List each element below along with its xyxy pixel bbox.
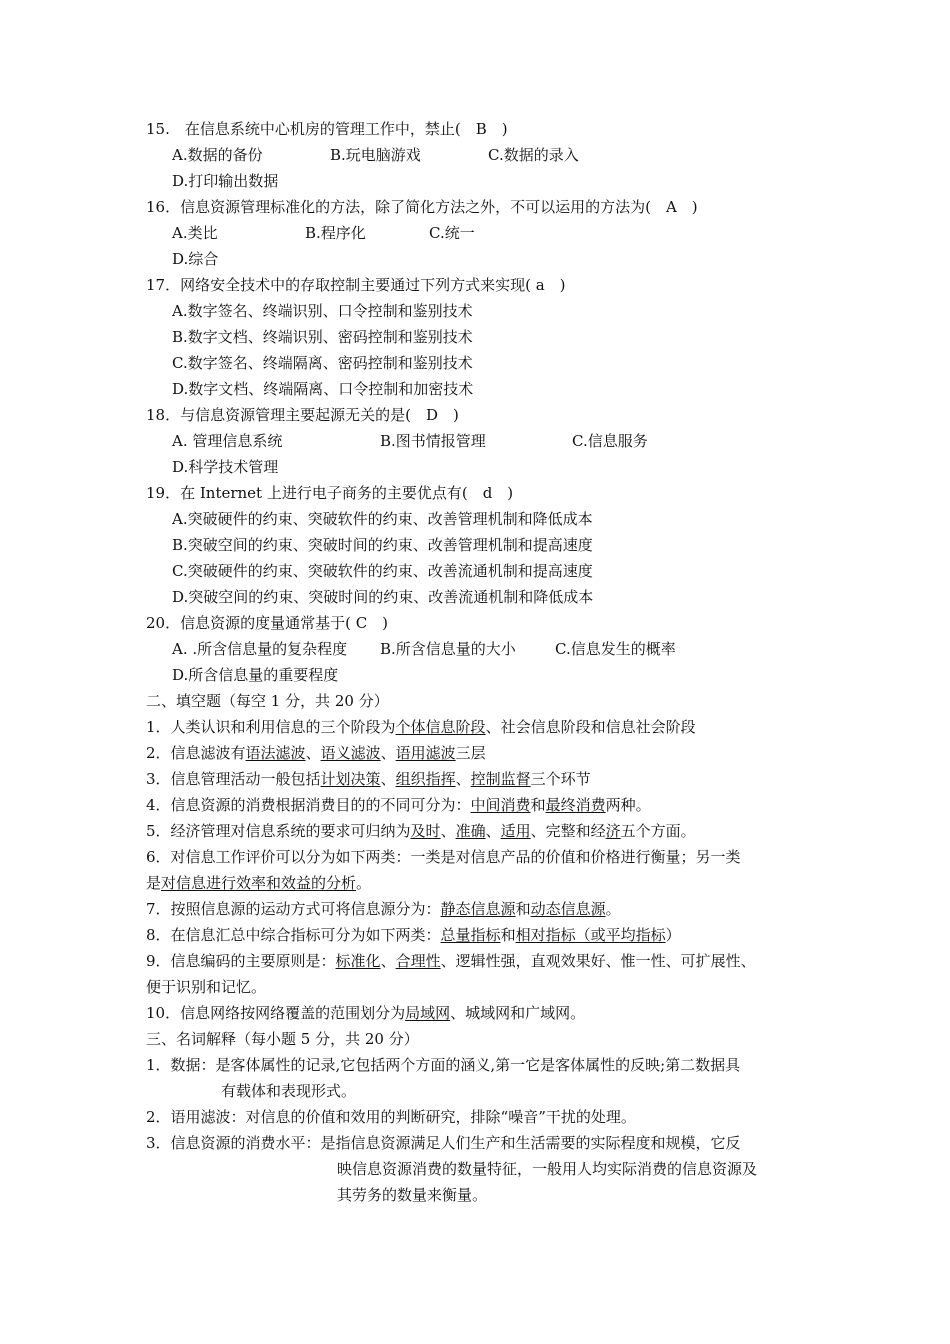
fill-answer: 相对指标（或平均指标 bbox=[515, 926, 666, 944]
question-19-option-a: A.突破硬件的约束、突破软件的约束、改善管理机制和降低成本 bbox=[172, 510, 593, 528]
fill-answer: 标准化 bbox=[335, 952, 381, 970]
question-17-stem: 17．网络安全技术中的存取控制主要通过下列方式来实现( a ) bbox=[146, 276, 566, 294]
question-16-option-b: B.程序化 bbox=[305, 224, 366, 242]
fill-answer: 对信息进行效率和效益的分析 bbox=[161, 874, 357, 892]
question-16-option-a: A.类比 bbox=[172, 224, 218, 242]
term-2-line-1: 2．语用滤波：对信息的价值和效用的判断研究，排除“噪音”干扰的处理。 bbox=[146, 1108, 636, 1126]
question-19-stem: 19．在 Internet 上进行电子商务的主要优点有( d ) bbox=[146, 484, 514, 502]
question-16-stem: 16．信息资源管理标准化的方法，除了简化方法之外，不可以运用的方法为( A ) bbox=[146, 198, 698, 216]
term-1-line-2: 有载体和表现形式。 bbox=[221, 1082, 357, 1100]
fill-item-4: 4．信息资源的消费根据消费目的的不同可分为：中间消费和最终消费两种。 bbox=[146, 796, 651, 814]
fill-item-9-line-2: 便于识别和记忆。 bbox=[146, 978, 267, 996]
fill-item-5: 5．经济管理对信息系统的要求可归纳为及时、准确、适用、完整和经济五个方面。 bbox=[146, 822, 696, 840]
term-3-line-1: 3．信息资源的消费水平：是指信息资源满足人们生产和生活需要的实际程度和规模，它反 bbox=[146, 1134, 741, 1152]
question-18-option-b: B.图书情报管理 bbox=[380, 432, 486, 450]
question-20-option-b: B.所含信息量的大小 bbox=[380, 640, 516, 658]
fill-answer: 个体信息阶段 bbox=[395, 718, 486, 736]
question-20-stem: 20．信息资源的度量通常基于( C ) bbox=[146, 614, 389, 632]
question-20-option-c: C.信息发生的概率 bbox=[555, 640, 676, 658]
question-15-option-a: A.数据的备份 bbox=[172, 146, 263, 164]
question-19-option-b: B.突破空间的约束、突破时间的约束、改善管理机制和提高速度 bbox=[172, 536, 593, 554]
fill-item-1: 1．人类认识和利用信息的三个阶段为个体信息阶段、社会信息阶段和信息社会阶段 bbox=[146, 718, 696, 736]
question-17-option-d: D.数字文档、终端隔离、口令控制和加密技术 bbox=[172, 380, 474, 398]
fill-answer: 语义滤波 bbox=[320, 744, 381, 762]
question-15-stem: 15. 在信息系统中心机房的管理工作中，禁止( B ) bbox=[146, 120, 508, 138]
fill-item-3: 3．信息管理活动一般包括计划决策、组织指挥、控制监督三个环节 bbox=[146, 770, 591, 788]
fill-answer: 组织指挥 bbox=[395, 770, 456, 788]
fill-answer: 最终消费 bbox=[545, 796, 606, 814]
fill-answer: 动态信息源 bbox=[530, 900, 606, 918]
fill-item-8: 8．在信息汇总中综合指标可分为如下两类：总量指标和相对指标（或平均指标） bbox=[146, 926, 681, 944]
question-15-option-c: C.数据的录入 bbox=[488, 146, 579, 164]
question-20-option-a: A. .所含信息量的复杂程度 bbox=[172, 640, 348, 658]
fill-answer: 总量指标 bbox=[440, 926, 501, 944]
fill-answer: 济 bbox=[605, 822, 621, 840]
fill-answer: 局域网 bbox=[405, 1004, 451, 1022]
question-18-option-a: A. 管理信息系统 bbox=[172, 432, 283, 450]
term-1-line-1: 1．数据：是客体属性的记录,它包括两个方面的涵义,第一它是客体属性的反映;第二数据具 bbox=[146, 1056, 741, 1074]
question-15-option-d: D.打印输出数据 bbox=[172, 172, 279, 190]
fill-item-2: 2．信息滤波有语法滤波、语义滤波、语用滤波三层 bbox=[146, 744, 486, 762]
question-19-option-d: D.突破空间的约束、突破时间的约束、改善流通机制和降低成本 bbox=[172, 588, 594, 606]
fill-item-6-line-1: 6．对信息工作评价可以分为如下两类：一类是对信息产品的价值和价格进行衡量；另一类 bbox=[146, 848, 741, 866]
question-18-option-c: C.信息服务 bbox=[572, 432, 648, 450]
fill-answer: 中间消费 bbox=[470, 796, 531, 814]
fill-section-header: 二、填空题（每空 1 分，共 20 分） bbox=[146, 692, 389, 710]
fill-answer: 控制监督 bbox=[470, 770, 531, 788]
question-18-stem: 18．与信息资源管理主要起源无关的是( D ) bbox=[146, 406, 459, 424]
term-3-line-3: 其劳务的数量来衡量。 bbox=[337, 1186, 488, 1204]
term-3-line-2: 映信息资源消费的数量特征，一般用人均实际消费的信息资源及 bbox=[337, 1160, 758, 1178]
fill-item-9-line-1: 9．信息编码的主要原则是：标准化、合理性、逻辑性强，直观效果好、惟一性、可扩展性、 bbox=[146, 952, 756, 970]
question-19-option-c: C.突破硬件的约束、突破软件的约束、改善流通机制和提高速度 bbox=[172, 562, 593, 580]
fill-answer: 语法滤波 bbox=[245, 744, 306, 762]
fill-item-6-line-2: 是对信息进行效率和效益的分析。 bbox=[146, 874, 372, 892]
fill-item-7: 7．按照信息源的运动方式可将信息源分为：静态信息源和动态信息源。 bbox=[146, 900, 621, 918]
fill-answer: 适用 bbox=[500, 822, 531, 840]
fill-answer: 计划决策 bbox=[320, 770, 381, 788]
question-17-option-b: B.数字文档、终端识别、密码控制和鉴别技术 bbox=[172, 328, 473, 346]
fill-item-10: 10．信息网络按网络覆盖的范围划分为局域网、城域网和广域网。 bbox=[146, 1004, 586, 1022]
fill-answer: 静态信息源 bbox=[440, 900, 516, 918]
question-17-option-c: C.数字签名、终端隔离、密码控制和鉴别技术 bbox=[172, 354, 473, 372]
fill-answer: 及时 bbox=[410, 822, 441, 840]
fill-answer: 语用滤波 bbox=[395, 744, 456, 762]
question-20-option-d: D.所含信息量的重要程度 bbox=[172, 666, 339, 684]
terms-section-header: 三、名词解释（每小题 5 分，共 20 分） bbox=[146, 1030, 419, 1048]
question-16-option-c: C.统一 bbox=[429, 224, 475, 242]
question-18-option-d: D.科学技术管理 bbox=[172, 458, 279, 476]
question-15-option-b: B.玩电脑游戏 bbox=[330, 146, 421, 164]
fill-answer: 合理性 bbox=[395, 952, 441, 970]
question-16-option-d: D.综合 bbox=[172, 250, 219, 268]
fill-answer: 准确 bbox=[455, 822, 486, 840]
question-17-option-a: A.数字签名、终端识别、口令控制和鉴别技术 bbox=[172, 302, 473, 320]
